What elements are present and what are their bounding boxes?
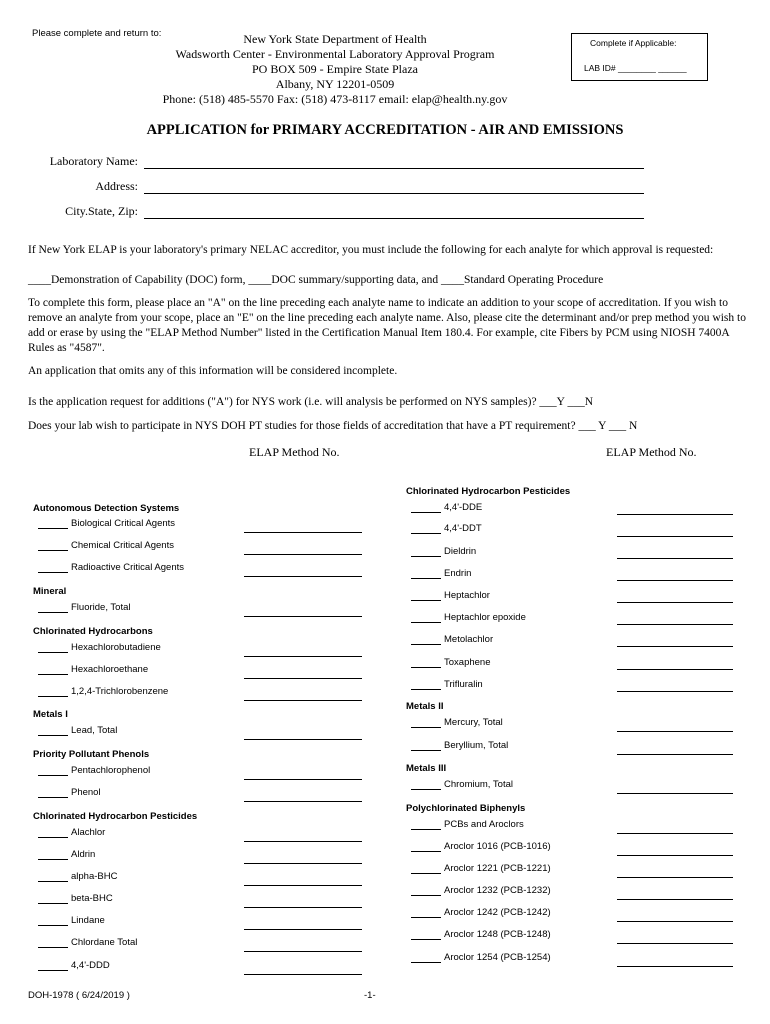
analyte-blank[interactable]	[38, 788, 68, 798]
instructions-p2: To complete this form, please place an "A" on the line preceding each analyte name to indicate an addition to your scope of accreditation. If you wish to remove an analyte from your scope, place an "E" on the line preceding each analyte name. Also, please cite the determinant and/or prep method you wish to add or erase by using the "ELAP Method Number" listed in the Certification Manual Item 180.4. For example, cite Fibers by PCM using NIOSH 7400A Rules as "4587".	[28, 297, 746, 354]
method-line[interactable]	[617, 877, 733, 878]
analyte-blank[interactable]	[411, 503, 441, 513]
analyte-name: Pentachlorophenol	[71, 765, 151, 776]
analyte-row	[411, 612, 526, 623]
analyte-blank[interactable]	[38, 519, 68, 529]
method-line[interactable]	[244, 532, 362, 533]
form-id: DOH-1978 ( 6/24/2019 )	[28, 990, 130, 1001]
analyte-blank[interactable]	[38, 872, 68, 882]
analyte-blank[interactable]	[411, 569, 441, 579]
method-line[interactable]	[617, 793, 733, 794]
analyte-blank[interactable]	[411, 591, 441, 601]
section-autonomous: Autonomous Detection Systems	[33, 503, 180, 514]
method-line[interactable]	[244, 974, 362, 975]
analyte-blank[interactable]	[38, 563, 68, 573]
analyte-blank[interactable]	[38, 894, 68, 904]
method-line[interactable]	[617, 669, 733, 670]
analyte-blank[interactable]	[38, 850, 68, 860]
analyte-name: Aroclor 1221 (PCB-1221)	[444, 863, 551, 874]
analyte-name: 4,4'-DDE	[444, 502, 483, 513]
analyte-row	[411, 819, 524, 830]
analyte-name: Dieldrin	[444, 546, 477, 557]
method-line[interactable]	[617, 833, 733, 834]
analyte-name: Chlordane Total	[71, 937, 138, 948]
org-contact: Phone: (518) 485-5570 Fax: (518) 473-8117 email: elap@health.ny.gov	[162, 92, 508, 106]
analyte-blank[interactable]	[411, 680, 441, 690]
analyte-name: Chromium, Total	[444, 779, 513, 790]
analyte-row	[38, 960, 110, 971]
analyte-row	[411, 717, 503, 728]
analyte-blank[interactable]	[411, 635, 441, 645]
analyte-row	[411, 952, 551, 963]
analyte-blank[interactable]	[38, 603, 68, 613]
analyte-blank[interactable]	[411, 953, 441, 963]
method-line[interactable]	[244, 576, 362, 577]
analyte-name: Lead, Total	[71, 725, 118, 736]
analyte-name: Chemical Critical Agents	[71, 540, 174, 551]
analyte-row	[411, 657, 490, 668]
method-line[interactable]	[244, 678, 362, 679]
method-header-left: ELAP Method No.	[249, 445, 340, 459]
analyte-blank[interactable]	[411, 547, 441, 557]
analyte-blank[interactable]	[411, 524, 441, 534]
method-line[interactable]	[617, 536, 733, 537]
analyte-row	[38, 562, 184, 573]
city-label: City.State, Zip:	[65, 204, 138, 218]
section-mineral: Mineral	[33, 586, 67, 597]
analyte-row	[411, 590, 490, 601]
analyte-name: Phenol	[71, 787, 101, 798]
analyte-name: Trifluralin	[444, 679, 483, 690]
analyte-row	[38, 765, 150, 776]
analyte-name: Alachlor	[71, 827, 106, 838]
analyte-name: Heptachlor epoxide	[444, 612, 526, 623]
analyte-row	[38, 540, 174, 551]
analyte-row	[411, 634, 493, 645]
analyte-row	[38, 915, 105, 926]
instructions-p3: An application that omits any of this information will be considered incomplete.	[28, 365, 398, 377]
analyte-blank[interactable]	[38, 726, 68, 736]
method-line[interactable]	[617, 691, 733, 692]
analyte-row	[411, 679, 483, 690]
method-line[interactable]	[244, 885, 362, 886]
analyte-blank[interactable]	[38, 961, 68, 971]
analyte-row	[38, 642, 161, 653]
method-line[interactable]	[244, 951, 362, 952]
analyte-blank[interactable]	[411, 741, 441, 751]
method-line[interactable]	[244, 554, 362, 555]
address-label: Address:	[95, 179, 138, 193]
analyte-row	[411, 740, 508, 751]
method-line[interactable]	[617, 580, 733, 581]
section-phenols: Priority Pollutant Phenols	[33, 749, 150, 760]
method-header-right: ELAP Method No.	[606, 445, 697, 459]
analyte-name: Endrin	[444, 568, 472, 579]
method-line[interactable]	[244, 907, 362, 908]
page-title: APPLICATION for PRIMARY ACCREDITATION - AIR AND EMISSIONS	[146, 122, 624, 138]
analyte-blank[interactable]	[38, 687, 68, 697]
analyte-row	[411, 929, 551, 940]
analyte-name: Beryllium, Total	[444, 740, 509, 751]
analyte-row	[38, 787, 101, 798]
analyte-name: Hexachlorobutadiene	[71, 642, 161, 653]
analyte-name: Heptachlor	[444, 590, 490, 601]
method-line[interactable]	[617, 602, 733, 603]
analyte-name: Toxaphene	[444, 657, 491, 668]
analyte-blank[interactable]	[38, 643, 68, 653]
method-line[interactable]	[617, 646, 733, 647]
lab-name-label: Laboratory Name:	[49, 154, 138, 168]
city-field[interactable]	[144, 218, 644, 219]
org-pobox: PO BOX 509 - Empire State Plaza	[252, 62, 418, 76]
analyte-name: Aroclor 1232 (PCB-1232)	[444, 885, 551, 896]
method-line[interactable]	[244, 739, 362, 740]
method-line[interactable]	[617, 754, 733, 755]
method-line[interactable]	[617, 624, 733, 625]
analyte-name: 4,4'-DDD	[71, 960, 110, 971]
analyte-blank[interactable]	[38, 665, 68, 675]
method-line[interactable]	[617, 899, 733, 900]
analyte-name: Aroclor 1016 (PCB-1016)	[444, 841, 551, 852]
analyte-blank[interactable]	[411, 886, 441, 896]
analyte-row	[38, 686, 168, 697]
return-note: Please complete and return to:	[32, 28, 162, 39]
method-line[interactable]	[244, 616, 362, 617]
analyte-row	[38, 602, 131, 613]
method-line[interactable]	[617, 558, 733, 559]
analyte-name: beta-BHC	[71, 893, 113, 904]
analyte-name: 1,2,4-Trichlorobenzene	[71, 686, 169, 697]
analyte-name: alpha-BHC	[71, 871, 118, 882]
analyte-blank[interactable]	[38, 828, 68, 838]
analyte-row	[38, 849, 95, 860]
instructions-p1b: ____Demonstration of Capability (DOC) form, ____DOC summary/supporting data, and ____Standard Operating Procedure	[28, 274, 604, 286]
analyte-name: Lindane	[71, 915, 105, 926]
analyte-name: 4,4'-DDT	[444, 523, 482, 534]
instructions-p1: If New York ELAP is your laboratory's primary NELAC accreditor, you must include the following for each analyte for which approval is requested:	[28, 244, 714, 256]
analyte-name: Aroclor 1242 (PCB-1242)	[444, 907, 551, 918]
lab-id-field[interactable]: LAB ID# ________ ______	[584, 63, 687, 73]
analyte-row	[38, 725, 117, 736]
analyte-blank[interactable]	[411, 908, 441, 918]
method-line[interactable]	[617, 514, 733, 515]
analyte-name: Biological Critical Agents	[71, 518, 176, 529]
analyte-blank[interactable]	[411, 780, 441, 790]
analyte-blank[interactable]	[38, 766, 68, 776]
method-line[interactable]	[244, 929, 362, 930]
org-name: New York State Department of Health	[243, 32, 427, 46]
analyte-blank[interactable]	[411, 613, 441, 623]
section-pesticides-left: Chlorinated Hydrocarbon Pesticides	[33, 811, 198, 822]
section-metals-2: Metals II	[406, 701, 444, 712]
org-program: Wadsworth Center - Environmental Laboratory Approval Program	[175, 47, 495, 61]
section-chlorinated-hydrocarbons: Chlorinated Hydrocarbons	[33, 626, 153, 637]
analyte-name: Metolachlor	[444, 634, 494, 645]
question-nys-work: Is the application request for additions ("A") for NYS work (i.e. will analysis be performed on NYS samples)? ___Y ___N	[28, 396, 593, 408]
analyte-row	[38, 871, 117, 882]
analyte-name: Fluoride, Total	[71, 602, 131, 613]
page-number: -1-	[364, 990, 376, 1001]
analyte-blank[interactable]	[38, 938, 68, 948]
analyte-name: Aroclor 1248 (PCB-1248)	[444, 929, 551, 940]
analyte-row	[411, 546, 476, 557]
analyte-row	[411, 568, 471, 579]
method-line[interactable]	[244, 700, 362, 701]
analyte-blank[interactable]	[38, 916, 68, 926]
analyte-row	[38, 664, 148, 675]
analyte-blank[interactable]	[411, 658, 441, 668]
analyte-row	[411, 841, 551, 852]
analyte-name: Mercury, Total	[444, 717, 503, 728]
analyte-row	[411, 863, 551, 874]
address-field[interactable]	[144, 193, 644, 194]
org-city: Albany, NY 12201-0509	[275, 77, 395, 91]
method-line[interactable]	[617, 731, 733, 732]
lab-name-field[interactable]	[144, 168, 644, 169]
analyte-name: PCBs and Aroclors	[444, 819, 524, 830]
method-line[interactable]	[617, 966, 733, 967]
analyte-row	[38, 518, 175, 529]
analyte-row	[411, 502, 482, 513]
section-metals-3: Metals III	[406, 763, 447, 774]
analyte-blank[interactable]	[411, 842, 441, 852]
analyte-row	[411, 907, 551, 918]
section-pcb: Polychlorinated Biphenyls	[406, 803, 526, 814]
box-title: Complete if Applicable:	[590, 38, 677, 48]
analyte-blank[interactable]	[411, 864, 441, 874]
analyte-row	[38, 893, 113, 904]
analyte-blank[interactable]	[411, 930, 441, 940]
analyte-name: Radioactive Critical Agents	[71, 562, 184, 573]
method-line[interactable]	[617, 921, 733, 922]
analyte-name: Hexachloroethane	[71, 664, 149, 675]
method-line[interactable]	[244, 841, 362, 842]
analyte-row	[411, 779, 513, 790]
section-metals-1: Metals I	[33, 709, 68, 720]
method-line[interactable]	[244, 863, 362, 864]
analyte-row	[38, 827, 105, 838]
analyte-row	[411, 523, 482, 534]
method-line[interactable]	[617, 943, 733, 944]
method-line[interactable]	[244, 779, 362, 780]
analyte-row	[38, 937, 137, 948]
analyte-blank[interactable]	[411, 718, 441, 728]
analyte-name: Aroclor 1254 (PCB-1254)	[444, 952, 551, 963]
section-pesticides-right: Chlorinated Hydrocarbon Pesticides	[406, 486, 571, 497]
analyte-row	[411, 885, 551, 896]
analyte-name: Aldrin	[71, 849, 96, 860]
analyte-blank[interactable]	[38, 541, 68, 551]
method-line[interactable]	[244, 656, 362, 657]
analyte-blank[interactable]	[411, 820, 441, 830]
method-line[interactable]	[244, 801, 362, 802]
question-pt-studies: Does your lab wish to participate in NYS DOH PT studies for those fields of accreditation that have a PT requirement? ___ Y ___ N	[28, 420, 638, 432]
method-line[interactable]	[617, 855, 733, 856]
